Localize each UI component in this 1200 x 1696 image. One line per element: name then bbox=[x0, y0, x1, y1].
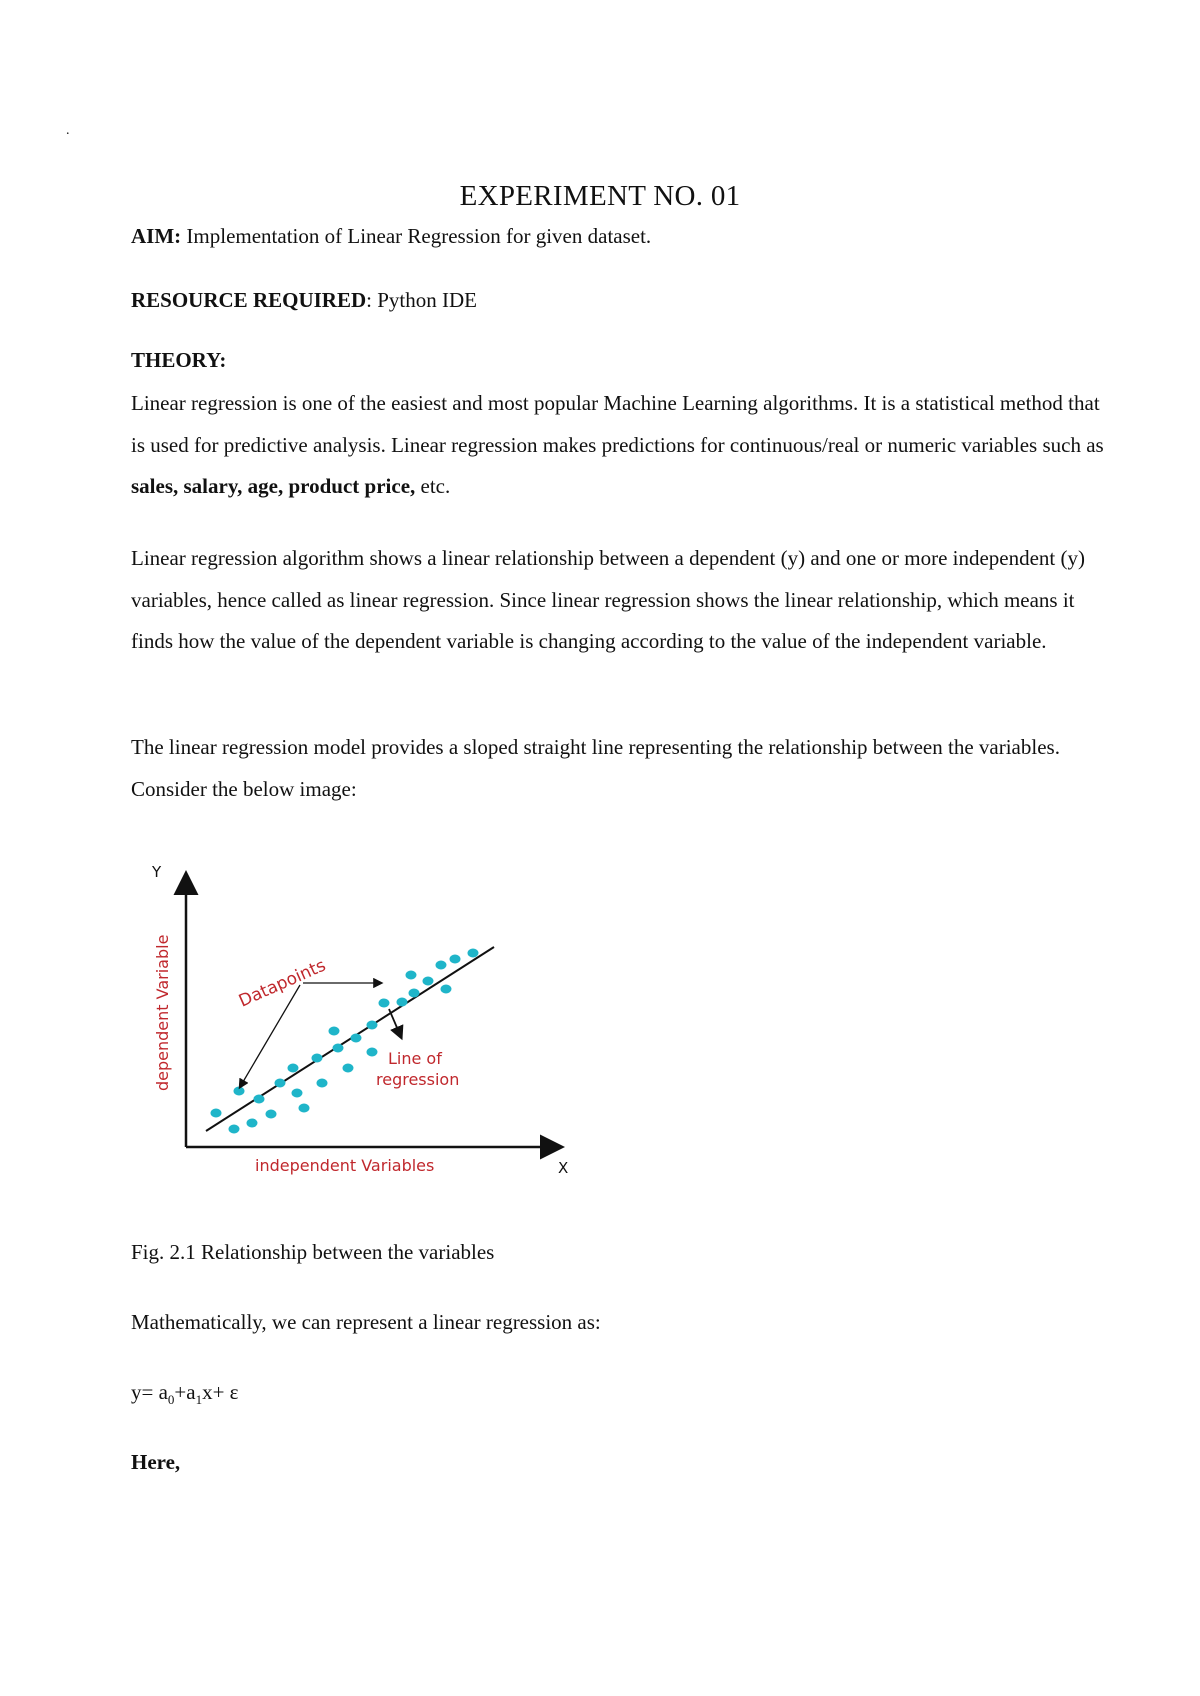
here-text: Here, bbox=[131, 1450, 181, 1474]
datapoint bbox=[333, 1044, 344, 1053]
datapoint bbox=[468, 949, 479, 958]
x-axis-label: independent Variables bbox=[255, 1156, 435, 1175]
regression-line bbox=[206, 947, 494, 1131]
eq-sub-1: 1 bbox=[195, 1392, 203, 1408]
regression-figure bbox=[140, 855, 580, 1175]
eq-sub-0: 0 bbox=[167, 1392, 175, 1408]
datapoint bbox=[351, 1034, 362, 1043]
line-of-regression-label-2: regression bbox=[376, 1070, 460, 1089]
datapoint bbox=[436, 961, 447, 970]
theory-paragraph-3: The linear regression model provides a sloped straight line representing the relationship between the variables. Consider the below image: bbox=[131, 735, 1060, 801]
page-marker: . bbox=[66, 123, 70, 138]
aim-text: Implementation of Linear Regression for given dataset. bbox=[181, 224, 652, 248]
datapoint bbox=[234, 1087, 245, 1096]
datapoint bbox=[292, 1089, 303, 1098]
datapoint bbox=[299, 1104, 310, 1113]
datapoint bbox=[343, 1064, 354, 1073]
datapoint bbox=[423, 977, 434, 986]
datapoint bbox=[329, 1027, 340, 1036]
resource-line bbox=[131, 286, 477, 314]
theory-heading bbox=[131, 346, 226, 374]
p1-bold-text: sales, salary, age, product price, bbox=[131, 474, 416, 498]
datapoint bbox=[317, 1079, 328, 1088]
p1-tail-text: etc. bbox=[415, 474, 451, 498]
datapoint bbox=[254, 1095, 265, 1104]
aim-line bbox=[131, 222, 651, 250]
math-intro: Mathematically, we can represent a linear regression as: bbox=[131, 1310, 601, 1334]
datapoints-label: Datapoints bbox=[235, 955, 329, 1012]
theory-paragraph-2: Linear regression algorithm shows a linear relationship between a dependent (y) and one or more independent (y) variables, hence called as linear regression. Since linear regression shows the linear relationship, which means it finds how the value of the dependent variable is changing according to the value of the independent variable. bbox=[131, 546, 1086, 653]
datapoint bbox=[275, 1079, 286, 1088]
datapoint bbox=[288, 1064, 299, 1073]
eq-mid: +a bbox=[174, 1380, 196, 1404]
here-label bbox=[131, 1448, 180, 1476]
theory-heading-text: THEORY: bbox=[131, 348, 227, 372]
eq-prefix: y= a bbox=[131, 1380, 168, 1404]
datapoint bbox=[312, 1054, 323, 1063]
datapoint bbox=[211, 1109, 222, 1118]
y-axis-label: dependent Variable bbox=[153, 934, 172, 1091]
datapoint bbox=[247, 1119, 258, 1128]
datapoint bbox=[450, 955, 461, 964]
datapoint bbox=[367, 1048, 378, 1057]
datapoint bbox=[229, 1125, 240, 1134]
resource-label: RESOURCE REQUIRED bbox=[131, 288, 367, 312]
figure-caption: Fig. 2.1 Relationship between the variables bbox=[131, 1240, 495, 1264]
datapoint bbox=[406, 971, 417, 980]
datapoints bbox=[211, 949, 479, 1134]
datapoint bbox=[409, 989, 420, 998]
y-axis-letter: Y bbox=[152, 863, 162, 881]
datapoint bbox=[379, 999, 390, 1008]
datapoint bbox=[397, 998, 408, 1007]
aim-label: AIM: bbox=[131, 224, 182, 248]
datapoint bbox=[367, 1021, 378, 1030]
datapoint bbox=[266, 1110, 277, 1119]
experiment-title: EXPERIMENT NO. 01 bbox=[459, 180, 741, 212]
theory-paragraph-1 bbox=[131, 383, 1111, 508]
resource-text: : Python IDE bbox=[366, 288, 477, 312]
line-of-regression-label-1: Line of bbox=[388, 1049, 442, 1068]
x-axis-letter: X bbox=[558, 1159, 569, 1175]
regression-diagram bbox=[140, 855, 580, 1175]
datapoint bbox=[441, 985, 452, 994]
regression-label-arrow bbox=[389, 1009, 401, 1037]
regression-equation bbox=[131, 1378, 239, 1414]
p1-text: Linear regression is one of the easiest and most popular Machine Learning algorithms. It is a statistical method that is used for predictive analysis. Linear regression makes predictions for continuous/real or numeric variables such as bbox=[131, 391, 1104, 457]
eq-suffix: x+ ε bbox=[202, 1380, 239, 1404]
